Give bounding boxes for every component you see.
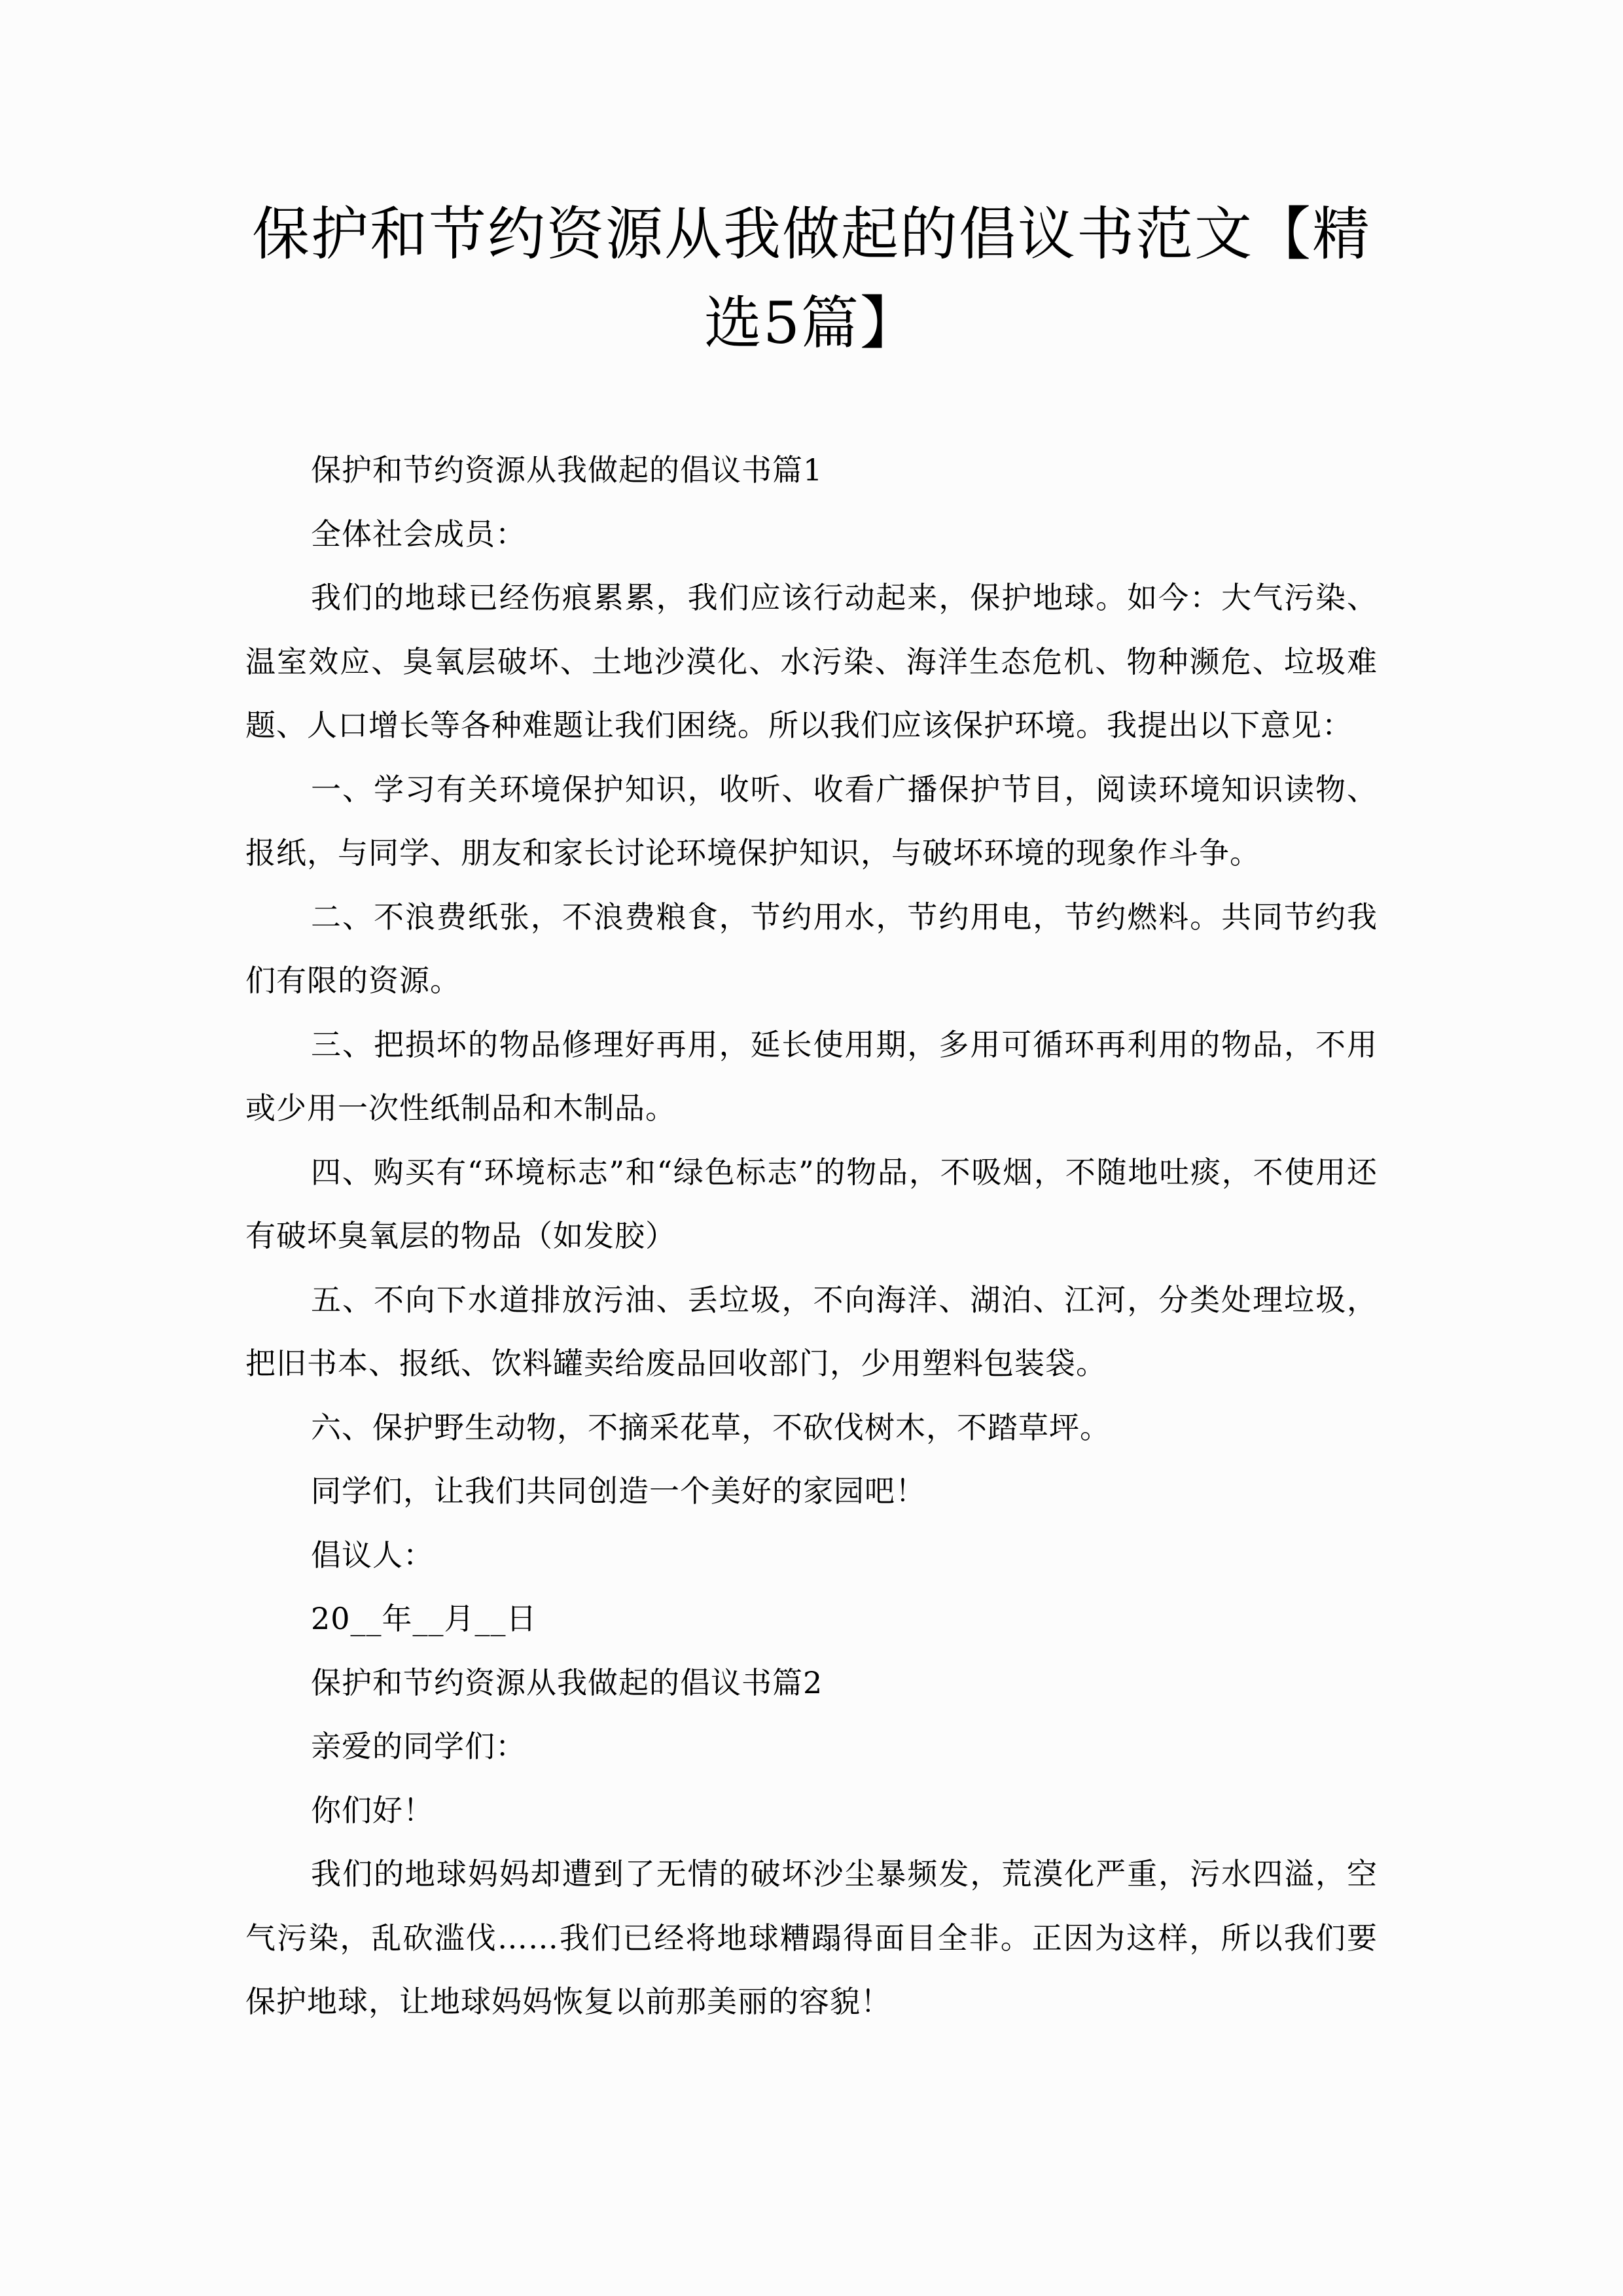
salutation-2: 亲爱的同学们： bbox=[311, 1729, 526, 1764]
date-line: 20__年__月__日 bbox=[311, 1601, 537, 1636]
suggestion-5: 五、不向下水道排放污油、丢垃圾，不向海洋、湖泊、江河，分类处理垃圾，把旧书本、报纸、饮料罐卖给废品回收部门，少用塑料包装袋。 bbox=[245, 1282, 1378, 1381]
document-title: 保护和节约资源从我做起的倡议书范文【精选5篇】 bbox=[251, 200, 1371, 357]
section-heading-2: 保护和节约资源从我做起的倡议书篇2 bbox=[311, 1664, 823, 1700]
signature-label: 倡议人： bbox=[311, 1537, 434, 1573]
suggestion-4: 四、购买有“环境标志”和“绿色标志”的物品，不吸烟，不随地吐痰，不使用还有破坏臭氧层的物品（如发胶） bbox=[245, 1154, 1378, 1253]
salutation: 全体社会成员： bbox=[311, 516, 526, 552]
intro-paragraph: 我们的地球已经伤痕累累，我们应该行动起来，保护地球。如今：大气污染、温室效应、臭氧层破坏、土地沙漠化、水污染、海洋生态危机、物种濒危、垃圾难题、人口增长等各种难题让我们困绕。所以我们应该保护环境。我提出以下意见： bbox=[245, 580, 1378, 743]
suggestion-3: 三、把损坏的物品修理好再用，延长使用期，多用可循环再利用的物品，不用或少用一次性纸制品和木制品。 bbox=[245, 1026, 1378, 1126]
section-heading-1: 保护和节约资源从我做起的倡议书篇1 bbox=[311, 452, 823, 488]
document-page bbox=[245, 190, 1378, 2034]
closing-line: 同学们，让我们共同创造一个美好的家园吧！ bbox=[311, 1473, 926, 1509]
suggestion-2: 二、不浪费纸张，不浪费粮食，节约用水，节约用电，节约燃料。共同节约我们有限的资源。 bbox=[245, 899, 1378, 998]
suggestion-6: 六、保护野生动物，不摘采花草，不砍伐树木，不踏草坪。 bbox=[311, 1409, 1111, 1445]
suggestion-1: 一、学习有关环境保护知识，收听、收看广播保护节目，阅读环境知识读物、报纸，与同学、朋友和家长讨论环境保护知识，与破坏环境的现象作斗争。 bbox=[245, 771, 1378, 870]
body-paragraph-2: 我们的地球妈妈却遭到了无情的破坏沙尘暴频发，荒漠化严重，污水四溢，空气污染，乱砍滥伐……我们已经将地球糟蹋得面目全非。正因为这样，所以我们要保护地球，让地球妈妈恢复以前那美丽的容貌！ bbox=[245, 1856, 1378, 2019]
greeting: 你们好！ bbox=[311, 1792, 434, 1828]
